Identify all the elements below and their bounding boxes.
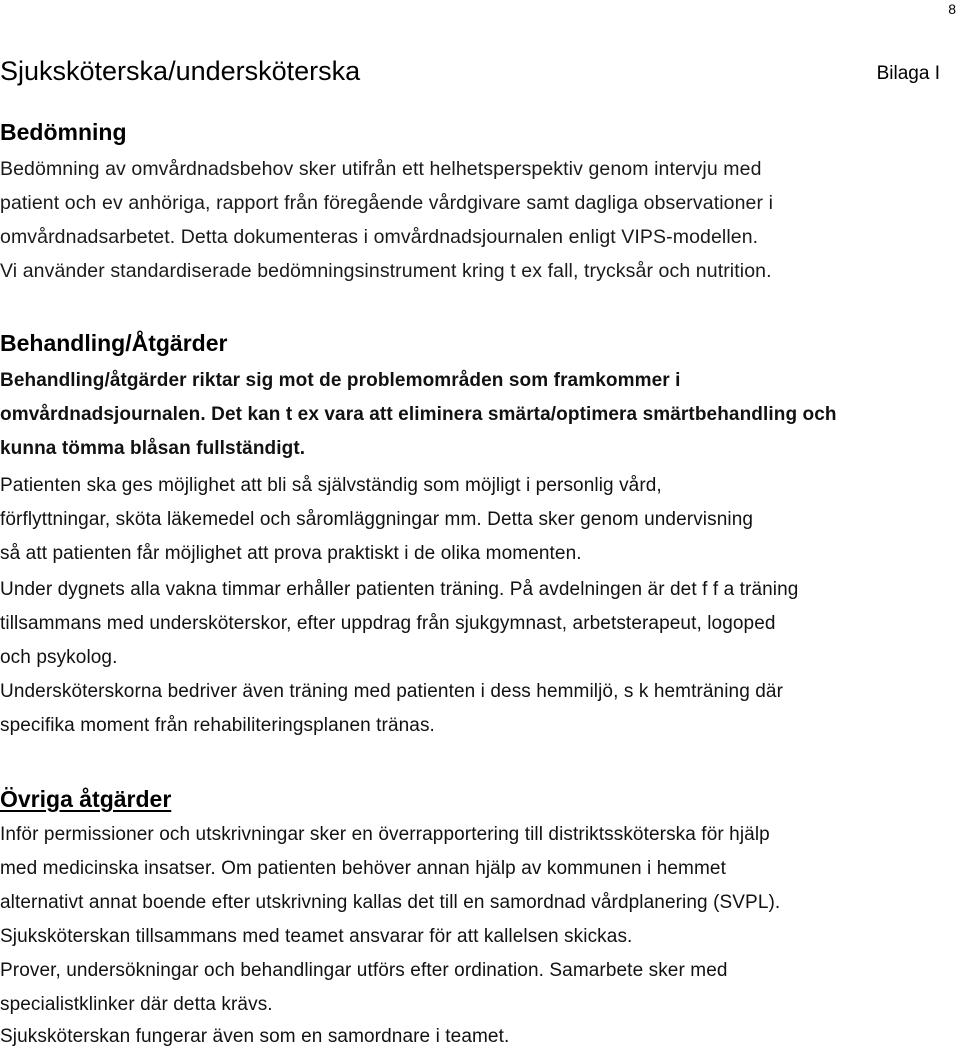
page-number: 8 xyxy=(948,1,956,17)
paragraph-line: patient och ev anhöriga, rapport från föregående vårdgivare samt dagliga observationer i xyxy=(0,192,774,214)
bold-paragraph-line: Behandling/åtgärder riktar sig mot de problemområden som framkommer i xyxy=(0,370,681,391)
paragraph-line: Sjuksköterskan fungerar även som en samordnare i teamet. xyxy=(0,1026,510,1047)
paragraph-line: med medicinska insatser. Om patienten behöver annan hjälp av kommunen i hemmet xyxy=(0,858,726,879)
paragraph-line: specialistklinker där detta krävs. xyxy=(0,994,273,1015)
bold-paragraph-line: kunna tömma blåsan fullständigt. xyxy=(0,438,306,459)
paragraph-line: Sjuksköterskan tillsammans med teamet ansvarar för att kallelsen skickas. xyxy=(0,926,633,947)
paragraph-line: Patienten ska ges möjlighet att bli så självständig som möjligt i personlig vård, xyxy=(0,475,662,496)
appendix-label: Bilaga I xyxy=(876,63,940,84)
paragraph-line: så att patienten får möjlighet att prova praktiskt i de olika momenten. xyxy=(0,543,582,564)
section-heading-assessment: Bedömning xyxy=(0,119,127,145)
paragraph-line: alternativt annat boende efter utskrivning kallas det till en samordnad vårdplanering (SVPL). xyxy=(0,892,781,913)
paragraph-line: förflyttningar, sköta läkemedel och såromläggningar mm. Detta sker genom undervisning xyxy=(0,509,754,530)
paragraph-line: Vi använder standardiserade bedömningsinstrument kring t ex fall, trycksår och nutrition. xyxy=(0,260,772,282)
paragraph-line: och psykolog. xyxy=(0,647,118,668)
paragraph-line: Inför permissioner och utskrivningar sker en överrapportering till distriktssköterska för hjälp xyxy=(0,824,770,845)
paragraph-line: Under dygnets alla vakna timmar erhåller patienten träning. På avdelningen är det f f a träning xyxy=(0,579,799,600)
paragraph-line: Prover, undersökningar och behandlingar utförs efter ordination. Samarbete sker med xyxy=(0,960,728,981)
paragraph-line: Bedömning av omvårdnadsbehov sker utifrån ett helhetsperspektiv genom intervju med xyxy=(0,158,762,180)
paragraph-line: tillsammans med undersköterskor, efter uppdrag från sjukgymnast, arbetsterapeut, logoped xyxy=(0,613,776,634)
document-header xyxy=(0,54,940,90)
bold-paragraph-line: omvårdnadsjournalen. Det kan t ex vara att eliminera smärta/optimera smärtbehandling och xyxy=(0,404,837,425)
paragraph-line: omvårdnadsarbetet. Detta dokumenteras i omvårdnadsjournalen enligt VIPS-modellen. xyxy=(0,226,759,248)
section-heading-treatment: Behandling/Åtgärder xyxy=(0,330,228,356)
section-heading-other-measures: Övriga åtgärder xyxy=(0,786,172,812)
page-title: Sjuksköterska/undersköterska xyxy=(0,56,361,86)
paragraph-line: specifika moment från rehabiliteringsplanen tränas. xyxy=(0,715,435,736)
paragraph-line: Undersköterskorna bedriver även träning med patienten i dess hemmiljö, s k hemträning där xyxy=(0,681,784,702)
